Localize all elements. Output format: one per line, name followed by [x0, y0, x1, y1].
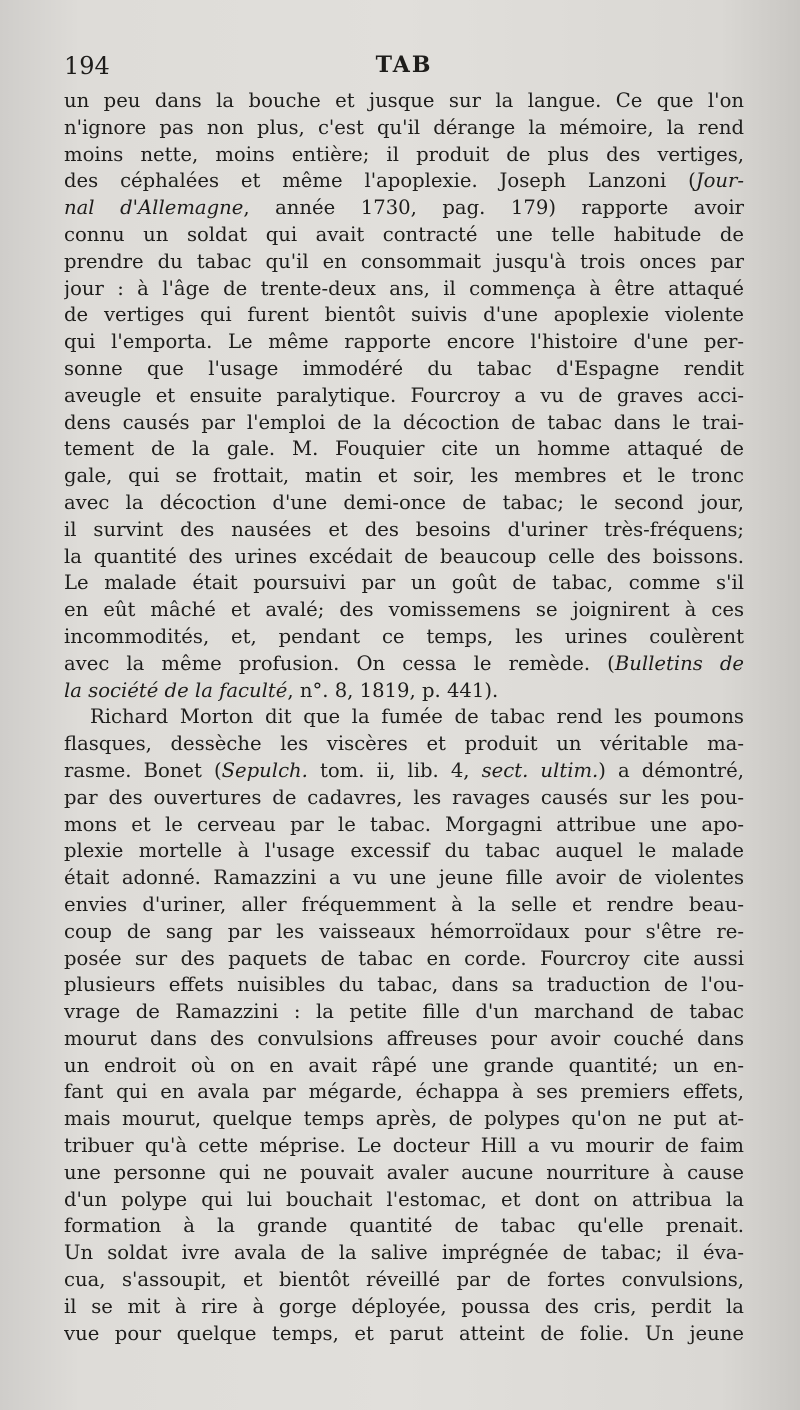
- text-line: [64, 812, 744, 839]
- text-segment: vue pour quelque temps, et parut atteint de folie. Un jeune: [64, 1321, 744, 1345]
- text-segment: prendre du tabac qu'il en consommait jusqu'à trois onces par: [64, 249, 744, 273]
- text-line: [64, 1026, 744, 1053]
- text-line: [64, 88, 744, 115]
- text-segment: d'un polype qui lui bouchait l'estomac, et dont on attribua la: [64, 1187, 744, 1211]
- text-segment: était adonné. Ramazzini a vu une jeune fille avoir de violentes: [64, 866, 744, 890]
- text-segment: dens causés par l'emploi de la décoction de tabac dans le trai-: [64, 410, 744, 434]
- text-line: [64, 410, 744, 437]
- text-segment: , n°. 8, 1819, p. 441).: [287, 678, 499, 702]
- text-segment: n'ignore pas non plus, c'est qu'il dérange la mémoire, la rend: [64, 115, 744, 139]
- text-segment: une personne qui ne pouvait avaler aucune nourriture à cause: [64, 1160, 744, 1184]
- text-line: [64, 115, 744, 142]
- text-line: [64, 302, 744, 329]
- text-segment: envies d'uriner, aller fréquemment à la selle et rendre beau-: [64, 892, 744, 916]
- text-line: [64, 570, 744, 597]
- text-segment: il se mit à rire à gorge déployée, poussa des cris, perdit la: [64, 1294, 744, 1318]
- page-number: 194: [64, 52, 110, 80]
- text-line: [64, 329, 744, 356]
- text-segment: plusieurs effets nuisibles du tabac, dans sa traduction de l'ou-: [64, 973, 744, 997]
- text-segment: mais mourut, quelque temps après, de polypes qu'on ne put at-: [64, 1107, 744, 1131]
- text-segment: un peu dans la bouche et jusque sur la langue. Ce que l'on: [64, 89, 744, 112]
- text-segment: sonne que l'usage immodéré du tabac d'Espagne rendit: [64, 356, 744, 380]
- text-segment: formation à la grande quantité de tabac qu'elle prenait.: [64, 1214, 744, 1238]
- text-segment: incommodités, et, pendant ce temps, les urines coulèrent: [64, 624, 744, 648]
- text-line: [64, 490, 744, 517]
- text-line: [64, 704, 744, 731]
- text-line: [64, 383, 744, 410]
- text-line: [64, 1321, 744, 1348]
- text-line: [64, 597, 744, 624]
- text-line: [64, 1079, 744, 1106]
- text-line: [64, 919, 744, 946]
- text-line: [64, 1106, 744, 1133]
- text-segment: tom. ii, lib. 4,: [307, 758, 482, 782]
- text-segment: avec la décoction d'une demi-once de tabac; le second jour,: [64, 490, 744, 514]
- text-segment: plexie mortelle à l'usage excessif du tabac auquel le malade: [64, 839, 744, 863]
- text-segment: Un soldat ivre avala de la salive imprégnée de tabac; il éva-: [64, 1241, 744, 1265]
- text-segment: Richard Morton dit que la fumée de tabac rend les poumons: [90, 705, 744, 729]
- text-segment: vrage de Ramazzini : la petite fille d'un marchand de tabac: [64, 1000, 744, 1024]
- body-text: [64, 88, 744, 1347]
- text-line: [64, 356, 744, 383]
- text-line: [64, 838, 744, 865]
- text-line: [64, 1187, 744, 1214]
- text-segment: en eût mâché et avalé; des vomissemens se joignirent à ces: [64, 598, 744, 622]
- text-line: [64, 785, 744, 812]
- text-segment: coup de sang par les vaisseaux hémorroïdaux pour s'être re-: [64, 919, 744, 943]
- text-segment: fant qui en avala par mégarde, échappa à ses premiers effets,: [64, 1080, 744, 1104]
- text-line: [64, 463, 744, 490]
- text-line: [64, 249, 744, 276]
- text-line: [64, 436, 744, 463]
- text-segment: tement de la gale. M. Fouquier cite un homme attaqué de: [64, 437, 744, 461]
- text-segment: flasques, dessèche les viscères et produit un véritable ma-: [64, 732, 744, 756]
- running-head: TAB: [375, 52, 433, 78]
- italic-segment: la société de la faculté: [64, 678, 288, 702]
- text-line: [64, 544, 744, 571]
- text-line: [64, 1240, 744, 1267]
- text-line: [64, 892, 744, 919]
- text-segment: de vertiges qui furent bientôt suivis d'une apoplexie violente: [64, 303, 744, 327]
- text-segment: aveugle et ensuite paralytique. Fourcroy a vu de graves acci-: [64, 383, 744, 407]
- text-segment: par des ouvertures de cadavres, les ravages causés sur les pou-: [64, 785, 744, 809]
- italic-segment: sect. ultim.: [481, 758, 599, 782]
- text-segment: , année 1730, pag. 179) rapporte avoir: [243, 196, 744, 220]
- text-line: [64, 276, 744, 303]
- text-segment: tribuer qu'à cette méprise. Le docteur Hill a vu mourir de faim: [64, 1134, 744, 1158]
- text-line: [64, 1053, 744, 1080]
- text-segment: qui l'emporta. Le même rapporte encore l'histoire d'une per-: [64, 330, 744, 354]
- text-segment: Le malade était poursuivi par un goût de tabac, comme s'il: [64, 571, 744, 595]
- text-line: [64, 517, 744, 544]
- text-line: [64, 946, 744, 973]
- text-line: [64, 758, 744, 785]
- text-line: [64, 678, 744, 705]
- text-line: [64, 651, 744, 678]
- text-segment: gale, qui se frottait, matin et soir, les membres et le tronc: [64, 464, 744, 488]
- text-segment: posée sur des paquets de tabac en corde. Fourcroy cite aussi: [64, 946, 744, 970]
- text-segment: mourut dans des convulsions affreuses pour avoir couché dans: [64, 1026, 744, 1050]
- italic-segment: Bulletins de: [614, 651, 744, 675]
- text-segment: jour : à l'âge de trente-deux ans, il commença à être attaqué: [64, 276, 744, 300]
- text-segment: des céphalées et même l'apoplexie. Joseph Lanzoni (: [64, 169, 696, 193]
- italic-segment: nal d'Allemagne: [64, 196, 244, 220]
- text-segment: connu un soldat qui avait contracté une telle habitude de: [64, 222, 744, 246]
- italic-segment: Sepulch.: [221, 758, 308, 782]
- text-line: [64, 195, 744, 222]
- text-segment: ) a démontré,: [598, 758, 744, 782]
- text-line: [64, 865, 744, 892]
- text-segment: mons et le cerveau par le tabac. Morgagni attribue une apo-: [64, 812, 744, 836]
- text-line: [64, 731, 744, 758]
- italic-segment: Jour-: [695, 169, 744, 193]
- text-segment: avec la même profusion. On cessa le remède. (: [64, 651, 615, 675]
- text-segment: cua, s'assoupit, et bientôt réveillé par de fortes convulsions,: [64, 1268, 744, 1292]
- text-line: [64, 168, 744, 195]
- text-line: [64, 972, 744, 999]
- text-line: [64, 1133, 744, 1160]
- text-segment: un endroit où on en avait râpé une grande quantité; un en-: [64, 1053, 744, 1077]
- text-segment: il survint des nausées et des besoins d'uriner très-fréquens;: [64, 517, 744, 541]
- text-segment: rasme. Bonet (: [64, 758, 222, 782]
- text-segment: la quantité des urines excédait de beaucoup celle des boissons.: [64, 544, 744, 568]
- text-line: [64, 142, 744, 169]
- text-line: [64, 624, 744, 651]
- text-line: [64, 222, 744, 249]
- text-line: [64, 1160, 744, 1187]
- text-line: [64, 1213, 744, 1240]
- page-header: [64, 52, 744, 86]
- text-segment: moins nette, moins entière; il produit de plus des vertiges,: [64, 142, 744, 166]
- text-line: [64, 999, 744, 1026]
- text-line: [64, 1267, 744, 1294]
- text-line: [64, 1294, 744, 1321]
